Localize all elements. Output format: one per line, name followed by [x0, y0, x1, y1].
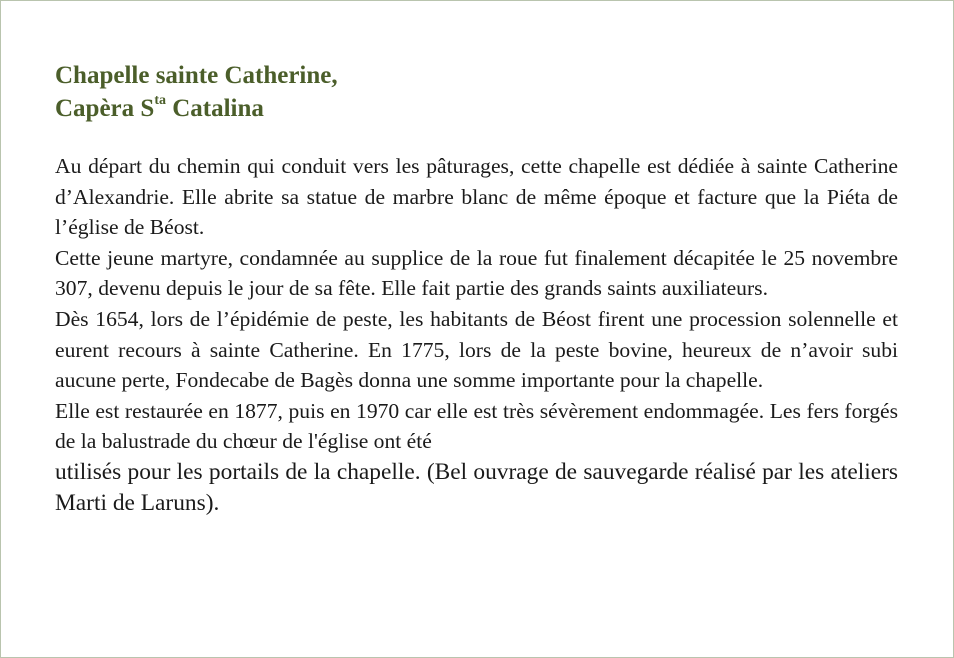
- title-line-2: [55, 95, 264, 122]
- paragraph-martyr-history: Cette jeune martyre, condamnée au supplice de la roue fut finalement décapitée le 25 novembre 307, devenu depuis le jour de sa fête. Elle fait partie des grands saints auxiliateurs.: [55, 245, 898, 301]
- page-title: [55, 59, 338, 125]
- title-line-2-suffix: Catalina: [165, 95, 264, 122]
- body-text: [55, 151, 898, 519]
- title-line-1: Chapelle sainte Catherine,: [55, 62, 338, 89]
- paragraph-restoration: Elle est restaurée en 1877, puis en 1970 car elle est très sévèrement endommagée. Les fers forgés de la balustrade du chœur de l'église ont été: [55, 398, 898, 454]
- paragraph-plague-history: Dès 1654, lors de l’épidémie de peste, les habitants de Béost firent une procession solennelle et eurent recours à sainte Catherine. En 1775, lors de la peste bovine, heureux de n’avoir subi aucune perte, Fondecabe de Bagès donna une somme importante pour la chapelle.: [55, 306, 898, 393]
- title-line-2-prefix: Capèra S: [55, 95, 155, 122]
- paragraph-chapel-description: Au départ du chemin qui conduit vers les pâturages, cette chapelle est dédiée à sainte Catherine d’Alexandrie. Elle abrite sa statue de marbre blanc de même époque et facture que la Piéta de l’église de Béost.: [55, 154, 898, 240]
- paragraph-restoration-continued: utilisés pour les portails de la chapelle. (Bel ouvrage de sauvegarde réalisé par les ateliers Marti de Laruns).: [55, 458, 898, 516]
- title-superscript: ta: [154, 93, 166, 108]
